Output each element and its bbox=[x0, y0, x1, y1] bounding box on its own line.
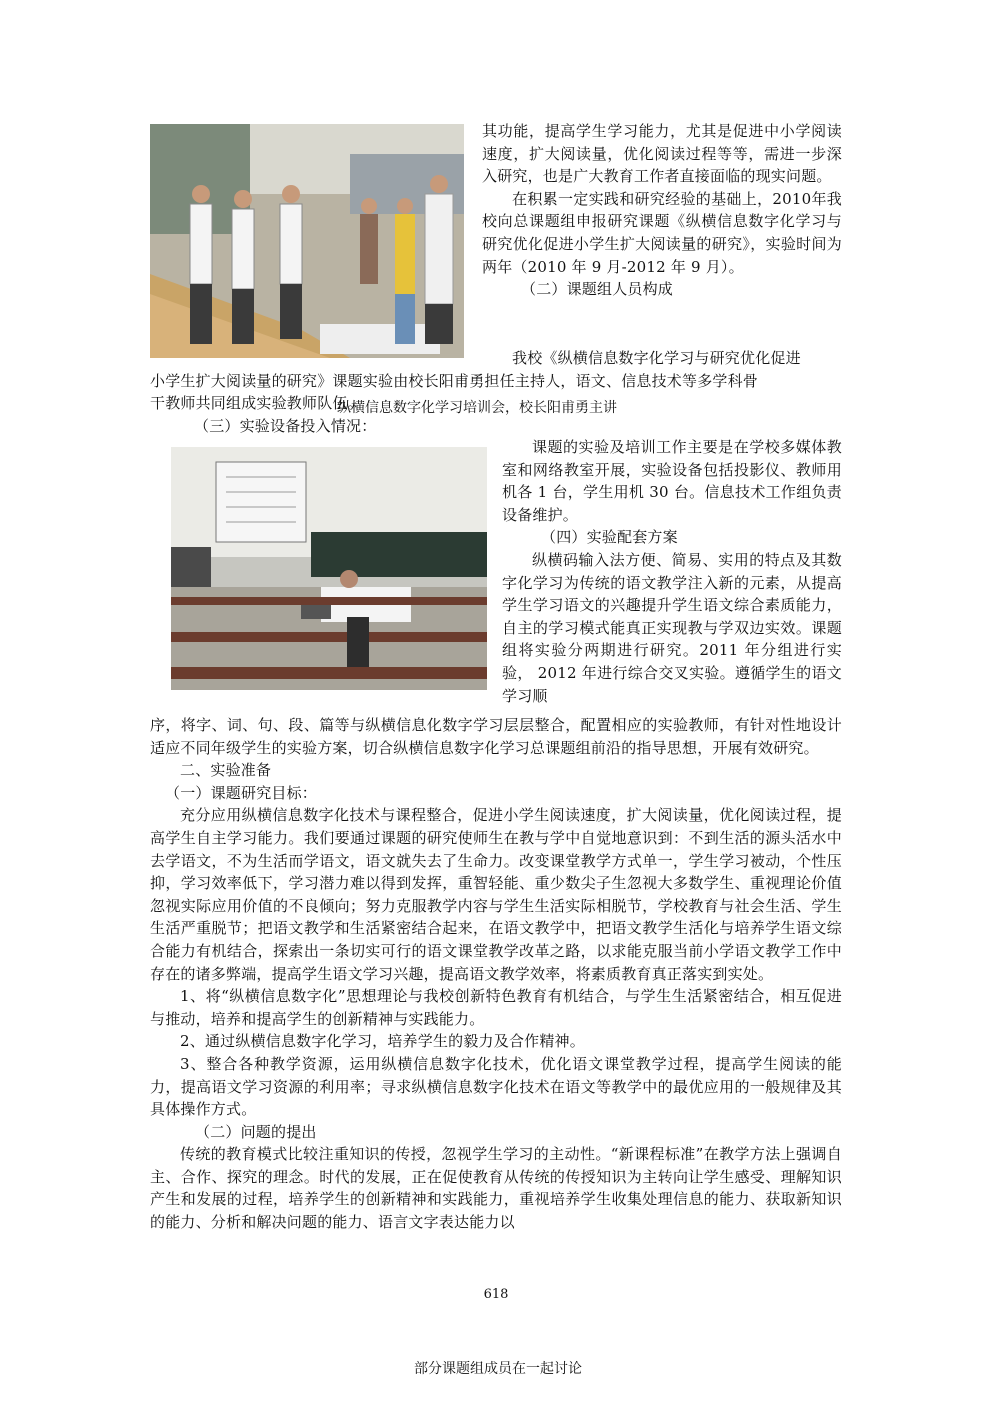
main-text-block bbox=[150, 714, 842, 1234]
goal-item-2: 2、通过纵横信息数字化学习，培养学生的毅力及合作精神。 bbox=[180, 1032, 585, 1051]
goal-item-1: 1、将“纵横信息数字化”思想理论与我校创新特色教育有机结合，与学生生活紧密结合，相互促进与推动，培养和提高学生的创新精神与实践能力。 bbox=[150, 987, 842, 1028]
intro-text-block bbox=[482, 120, 842, 301]
paragraph-scheme-continue: 序，将字、词、句、段、篇等与纵横信息化数字学习层层整合，配置相应的实验教师，有针对性地设计适应不同年级学生的实验方案，切合纵横信息数字化学习总课题组前沿的指导思想，开展有效研究。 bbox=[150, 716, 842, 757]
photo-group-discussion bbox=[150, 124, 464, 358]
heading-equipment: （三）实验设备投入情况： bbox=[194, 417, 377, 435]
paragraph-problem: 传统的教育模式比较注重知识的传授，忽视学生学习的主动性。“新课程标准”在教学方法上强调自主、合作、探究的理念。时代的发展，正在促使教育从传统的传授知识为主转向让学生感受、理解知识产生和发展的过程，培养学生的创新精神和实践能力，重视培养学生收集处理信息的能力、获取新知识的能力、分析和解决问题的能力、语言文字表达能力以 bbox=[150, 1145, 842, 1232]
staff-line-2: 小学生扩大阅读量的研究》课题实验由校长阳甫勇担任主持人，语文、信息技术等多学科骨 bbox=[150, 371, 759, 390]
heading-research-goals: （一）课题研究目标： bbox=[165, 783, 318, 802]
equipment-text-block bbox=[502, 436, 842, 707]
photo-group-discussion-image bbox=[150, 124, 464, 358]
heading-scheme: （四）实验配套方案 bbox=[541, 528, 678, 547]
heading-team-composition: （二）课题组人员构成 bbox=[521, 280, 674, 299]
photo-training-meeting-image bbox=[171, 447, 487, 690]
caption-group-discussion: 部分课题组成员在一起讨论 bbox=[414, 1361, 582, 1377]
heading-problem: （二）问题的提出 bbox=[195, 1122, 317, 1141]
goal-item-3: 3、整合各种教学资源，运用纵横信息数字化技术，优化语文课堂教学过程，提高学生阅读的能力，提高语文学习资源的利用率；寻求纵横信息数字化技术在语文等教学中的最优应用的一般规律及其具体操作方式。 bbox=[150, 1054, 842, 1119]
heading-experiment-preparation: 二、实验准备 bbox=[180, 761, 272, 780]
paragraph-function-continue: 其功能，提高学生学习能力，尤其是促进中小学阅读速度，扩大阅读量，优化阅读过程等等，需进一步深入研究，也是广大教育工作者直接面临的现实问题。 bbox=[482, 122, 842, 186]
staff-line-3: 干教师共同组成实验教师队伍。 bbox=[150, 394, 363, 413]
page-number: 618 bbox=[483, 1287, 509, 1302]
paragraph-scheme: 纵横码输入法方便、简易、实用的特点及其数字化学习为传统的语文教学注入新的元素，从提高学生学习语文的兴趣提升学生语文综合素质能力，自主的学习模式能真正实现教与学双边实效。课题组将实验分两期进行研究。2011 年分组进行实验， 2012 年进行综合交叉实验。遵循学生的语文学习顺 bbox=[502, 550, 842, 705]
caption-training-meeting: 纵横信息数字化学习培训会，校长阳甫勇主讲 bbox=[337, 400, 617, 416]
paragraph-project-application: 在积累一定实践和研究经验的基础上，2010年我校向总课题组申报研究课题《纵横信息数字化学习与研究优化促进小学生扩大阅读量的研究》，实验时间为两年（2010 年 9 月-2012 年 9 月）。 bbox=[482, 189, 842, 276]
staff-line-1: 我校《纵横信息数字化学习与研究优化促进 bbox=[512, 349, 801, 367]
paragraph-equipment: 课题的实验及培训工作主要是在学校多媒体教室和网络教室开展，实验设备包括投影仪、教师用机各 1 台，学生用机 30 台。信息技术工作组负责设备维护。 bbox=[502, 438, 842, 524]
photo-training-meeting bbox=[171, 447, 487, 690]
paragraph-research-goals: 充分应用纵横信息数字化技术与课程整合，促进小学生阅读速度，扩大阅读量，优化阅读过程，提高学生自主学习能力。我们要通过课题的研究使师生在教与学中自觉地意识到：不到生活的源头活水中去学语文，不为生活而学语文，语文就失去了生命力。改变课堂教学方式单一，学生学习被动，个性压抑，学习效率低下，学习潜力难以得到发挥，重智轻能、重少数尖子生忽视大多数学生、重视理论价值忽视实际应用价值的不良倾向；努力克服教学内容与学生生活实际相脱节，学校教育与社会生活、学生生活严重脱节；把语文教学和生活紧密结合起来，在语文教学中，把语文教学生活化与培养学生语文综合能力有机结合，探索出一条切实可行的语文课堂教学改革之路，以求能克服当前小学语文教学工作中存在的诸多弊端，提高学生语文学习兴趣，提高语文教学效率，将素质教育真正落实到实处。 bbox=[150, 806, 842, 983]
